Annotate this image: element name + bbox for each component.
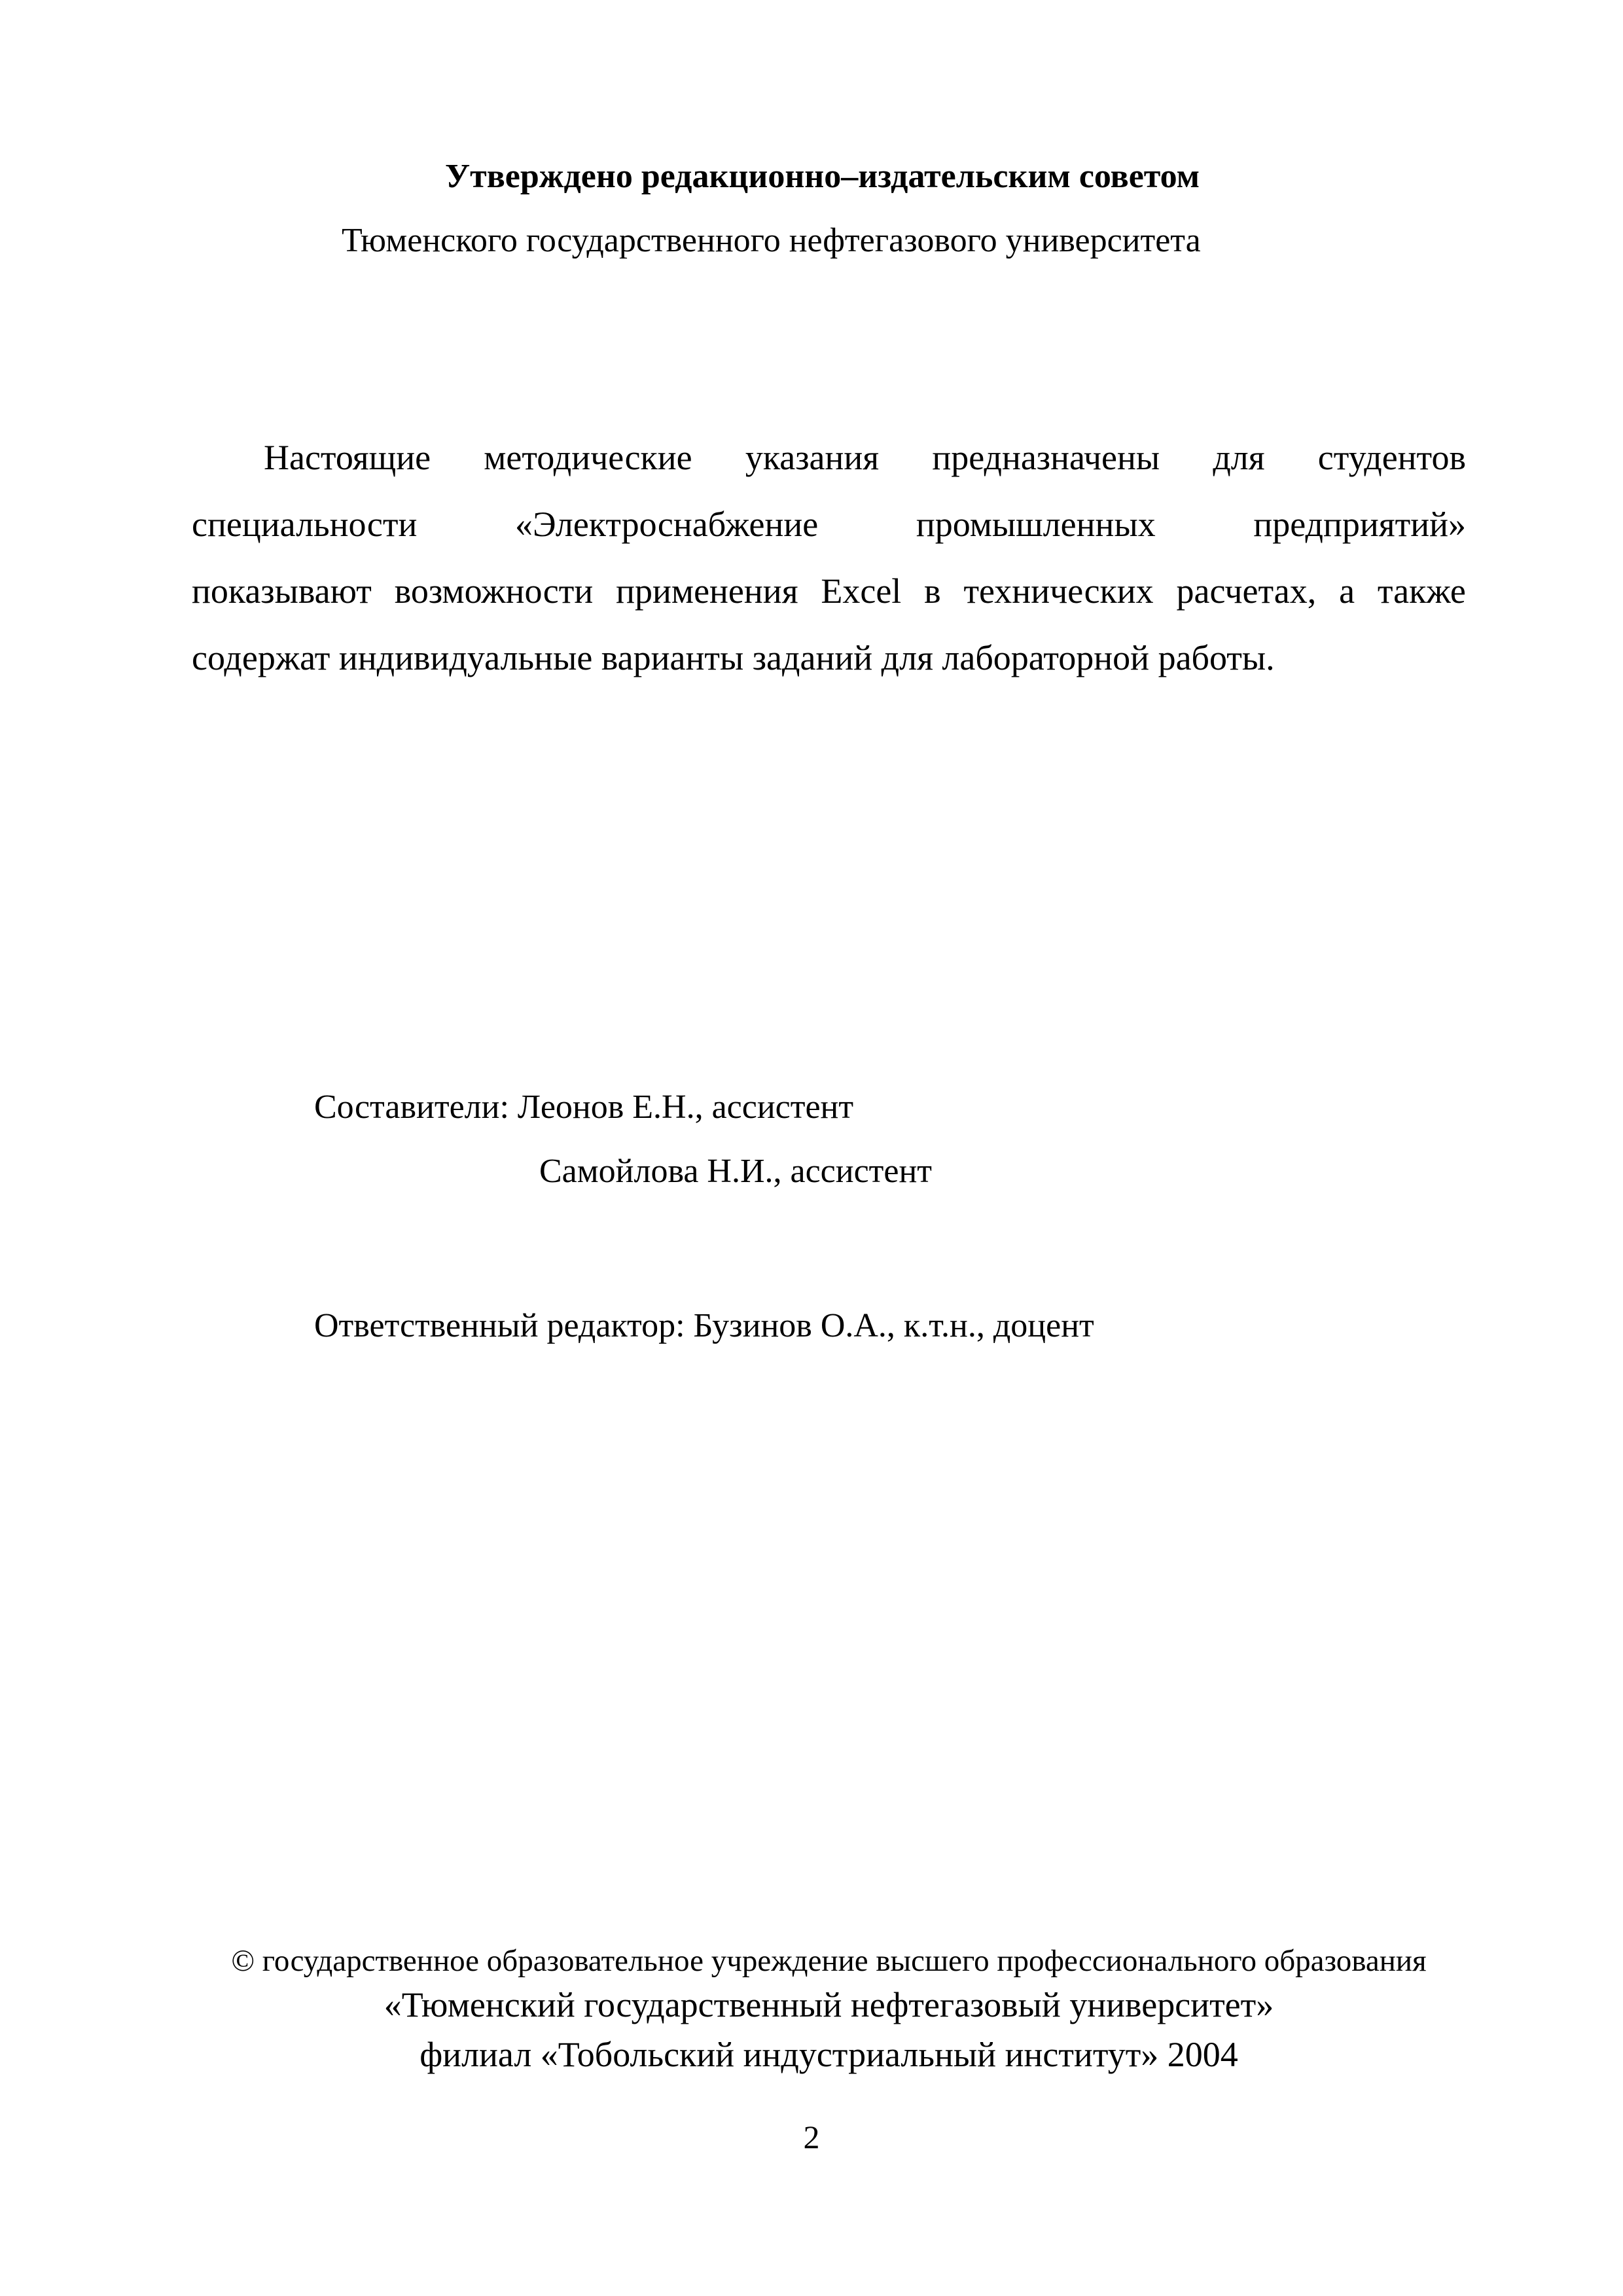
description-word: а — [1339, 571, 1355, 611]
description-word: возможности — [394, 571, 594, 611]
compilers-line-1: Составители: Леонов Е.Н., ассистент — [314, 1088, 854, 1126]
description-line-1 — [192, 440, 1466, 475]
description-word: показывают — [192, 571, 372, 611]
responsible-editor: Ответственный редактор: Бузинов О.А., к.т.н., доцент — [314, 1307, 1094, 1344]
description-word: в — [924, 571, 941, 611]
approval-subtitle: Тюменского государственного нефтегазового университета — [342, 222, 1201, 259]
description-line-4: содержат индивидуальные варианты заданий для лабораторной работы. — [192, 638, 1275, 677]
description-word: специальности — [192, 505, 418, 544]
description-word: Excel — [821, 571, 902, 611]
description-word: методические — [484, 438, 692, 477]
copyright-line-2: «Тюменский государственный нефтегазовый университет» — [383, 1985, 1274, 2024]
description-word: студентов — [1317, 438, 1466, 477]
copyright-line-3: филиал «Тобольский индустриальный институт» 2004 — [419, 2035, 1238, 2074]
description-word: промышленных — [916, 505, 1156, 544]
description-word: расчетах, — [1176, 571, 1317, 611]
description-word: для — [1213, 438, 1265, 477]
description-word: применения — [616, 571, 798, 611]
description-word: предприятий» — [1253, 505, 1466, 544]
copyright-line-1: © государственное образовательное учреждение высшего профессионального образования — [231, 1944, 1427, 1978]
description-line-3 — [192, 573, 1466, 609]
description-word: Настоящие — [264, 438, 431, 477]
description-word: предназначены — [932, 438, 1160, 477]
description-word: технических — [963, 571, 1154, 611]
description-line-2 — [192, 507, 1466, 542]
compilers-line-2: Самойлова Н.И., ассистент — [539, 1153, 933, 1190]
description-word: указания — [745, 438, 880, 477]
approval-title: Утверждено редакционно–издательским советом — [445, 158, 1200, 195]
description-word: также — [1377, 571, 1466, 611]
description-word: «Электроснабжение — [514, 505, 819, 544]
page-number: 2 — [803, 2119, 820, 2155]
